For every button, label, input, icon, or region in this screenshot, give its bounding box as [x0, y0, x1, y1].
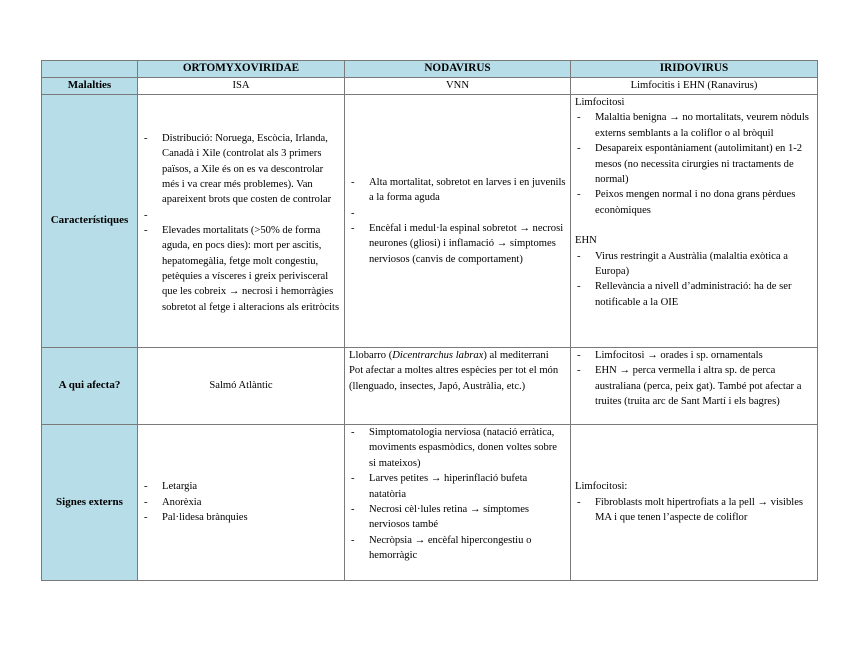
latin-name: Dicentrarchus labrax — [392, 350, 484, 361]
subtitle-limfocitosi: Limfocitosi — [575, 97, 625, 108]
cell-malalties-noda: VNN — [345, 78, 571, 95]
header-iridovirus: IRIDOVIRUS — [571, 61, 818, 78]
list-item: - Alta mortalitat, sobretot en larves i en juvenils a la forma aguda — [349, 175, 566, 206]
cell-signes-orto — [138, 425, 345, 581]
cell-afecta-irido — [571, 348, 818, 425]
row-signes — [42, 425, 818, 581]
list-item: - Encèfal i medul·la espinal sobretot → necrosi neurones (gliosi) i inflamació → símptomes nerviosos (canvis de comportament) — [349, 221, 566, 267]
list-item: - Peixos mengen normal i no dona grans pèrdues econòmiques — [575, 187, 813, 218]
list-item: - Rellevància a nivell d’administració: ha de ser notificable a la OIE — [575, 279, 813, 310]
header-row — [42, 61, 818, 78]
row-afecta — [42, 348, 818, 425]
list-item: - Simptomatologia nerviosa (natació erràtica, moviments espasmòdics, donen voltes sobre si mateixos) — [349, 425, 566, 471]
list-item: - Distribució: Noruega, Escòcia, Irlanda, Canadà i Xile (controlat als 3 primers països, a Xile és on es va descontrolar més i va crear més problemes). Van apareixent brots que costen de controlar — [142, 131, 340, 208]
cell-malalties-irido: Limfocitis i EHN (Ranavirus) — [571, 78, 818, 95]
row-header-malalties: Malalties — [42, 78, 138, 95]
list-item: - Malaltia benigna → no mortalitats, veurem nòduls externs semblants a la coliflor o al bròquil — [575, 110, 813, 141]
list-item: - Limfocitosi → orades i sp. ornamentals — [575, 348, 813, 363]
list-item: - Necròpsia → encèfal hipercongestiu o hemorràgic — [349, 533, 566, 564]
list-item: - Pal·lidesa brànquies — [142, 510, 340, 525]
cell-afecta-orto: Salmó Atlàntic — [138, 348, 345, 425]
cell-malalties-orto: ISA — [138, 78, 345, 95]
subtitle-limfocitosi: Limfocitosi: — [575, 481, 628, 493]
row-header-afecta: A qui afecta? — [42, 348, 138, 425]
row-malalties — [42, 78, 818, 95]
cell-signes-irido — [571, 425, 818, 581]
list-item: - EHN → perca vermella i altra sp. de perca australiana (perca, peix gat). També pot afectar a truites (truita arc de Sant Martí i els bagres) — [575, 363, 813, 409]
list-item: - Elevades mortalitats (>50% de forma aguda, en pocs dies): mort per ascitis, hepatomegàlia, fetge molt congestiu, petèquies a vísceres i greix perivisceral que les cobreix → necrosi i hemorràgies sobretot al fetge i alteracions als eritròcits — [142, 223, 340, 315]
subtitle-ehn: EHN — [575, 235, 597, 247]
list-item: - Necrosi cèl·lules retina → símptomes nerviosos també — [349, 502, 566, 533]
header-nodavirus: NODAVIRUS — [345, 61, 571, 78]
row-header-signes: Signes externs — [42, 425, 138, 581]
list-item: - Fibroblasts molt hipertrofiats a la pell → visibles MA i que tenen l’aspecte de coliflor — [575, 495, 813, 526]
afecta-noda-line1: Llobarro (Dicentrarchus labrax) al mediterrani — [349, 350, 549, 361]
list-item: - Larves petites → hiperinflació bufeta natatòria — [349, 471, 566, 502]
list-item: - Virus restringit a Austràlia (malaltia exòtica a Europa) — [575, 249, 813, 280]
cell-caracteristiques-noda — [345, 95, 571, 348]
row-header-caracteristiques: Característiques — [42, 95, 138, 348]
cell-afecta-noda — [345, 348, 571, 425]
cell-caracteristiques-orto — [138, 95, 345, 348]
list-item: - Anorèxia — [142, 495, 340, 510]
corner-header — [42, 61, 138, 78]
cell-signes-noda — [345, 425, 571, 581]
cell-caracteristiques-irido — [571, 95, 818, 348]
row-caracteristiques — [42, 95, 818, 348]
disease-comparison-table — [41, 60, 818, 581]
header-ortomyxoviridae: ORTOMYXOVIRIDAE — [138, 61, 345, 78]
list-item: - Desapareix espontàniament (autolimitant) en 1-2 mesos (no necessita cirurgies ni tractaments de normal) — [575, 141, 813, 187]
afecta-noda-line2: Pot afectar a moltes altres espècies per tot el món (llenguado, insectes, Japó, Austràlia, etc.) — [349, 365, 559, 392]
list-item: - Letargia — [142, 479, 340, 494]
